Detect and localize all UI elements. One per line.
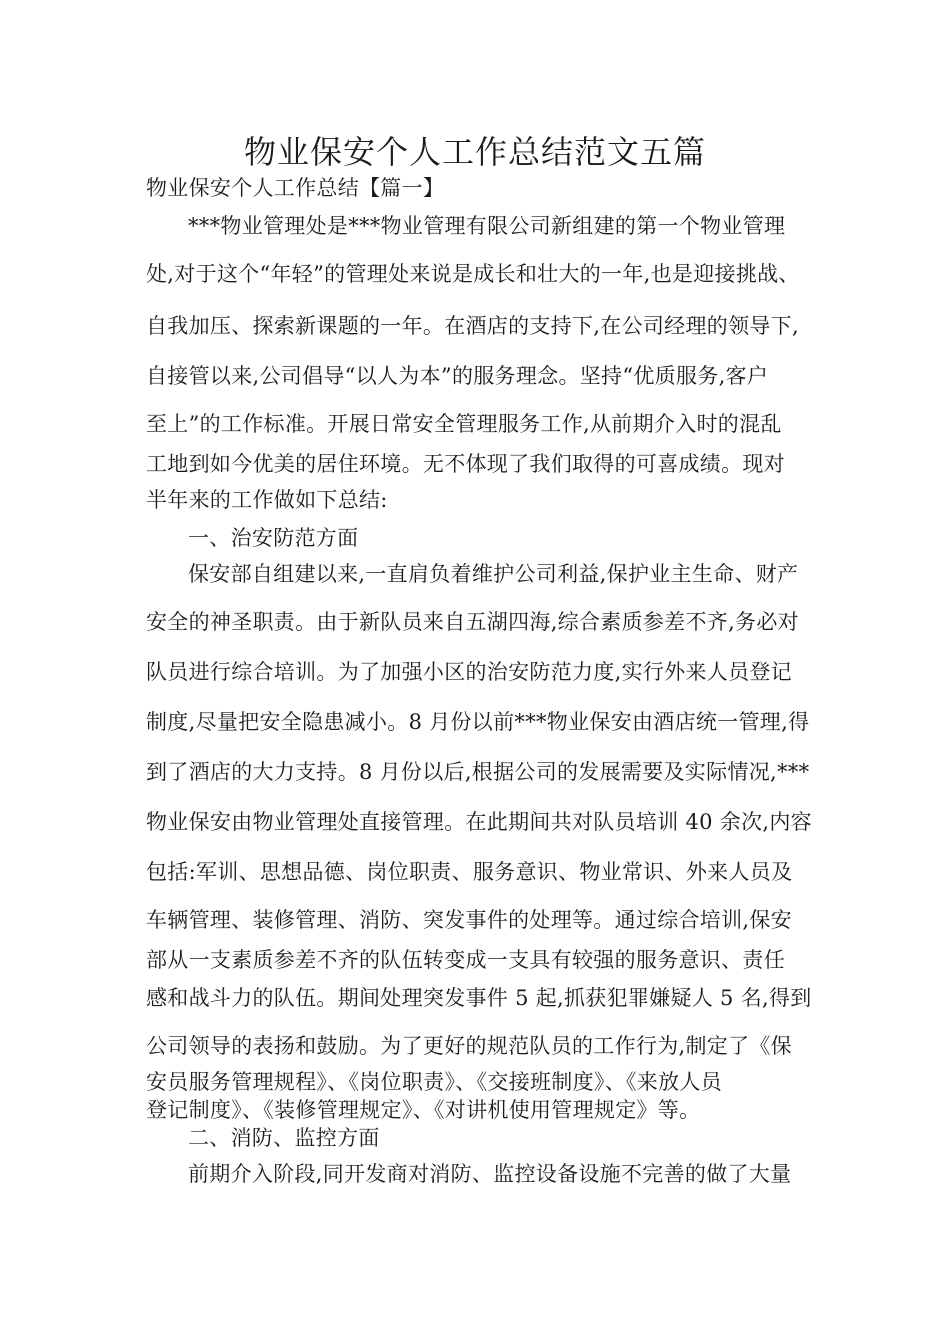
- paragraph-line: ***物业管理处是***物业管理有限公司新组建的第一个物业管理: [188, 214, 786, 238]
- paragraph-line: 自我加压、探索新课题的一年。在酒店的支持下,在公司经理的领导下,: [146, 314, 799, 338]
- paragraph-line: 包括:军训、思想品德、岗位职责、服务意识、物业常识、外来人员及: [146, 860, 793, 884]
- paragraph-line: 部从一支素质参差不齐的队伍转变成一支具有较强的服务意识、责任: [146, 948, 785, 972]
- paragraph-line: 自接管以来,公司倡导“以人为本”的服务理念。坚持“优质服务,客户: [146, 364, 769, 388]
- subsection-heading: 一、治安防范方面: [188, 526, 359, 550]
- paragraph-line: 到了酒店的大力支持。8 月份以后,根据公司的发展需要及实际情况,***: [146, 760, 810, 784]
- paragraph-line: 队员进行综合培训。为了加强小区的治安防范力度,实行外来人员登记: [146, 660, 792, 684]
- paragraph-line: 前期介入阶段,同开发商对消防、监控设备设施不完善的做了大量: [188, 1162, 792, 1186]
- paragraph-line: 安员服务管理规程》、《岗位职责》、《交接班制度》、《来放人员: [146, 1070, 722, 1094]
- paragraph-line: 处,对于这个“年轻”的管理处来说是成长和壮大的一年,也是迎接挑战、: [146, 262, 800, 286]
- paragraph-line: 至上”的工作标准。开展日常安全管理服务工作,从前期介入时的混乱: [146, 412, 782, 436]
- paragraph-line: 感和战斗力的队伍。期间处理突发事件 5 起,抓获犯罪嫌疑人 5 名,得到: [146, 986, 812, 1010]
- paragraph-line: 车辆管理、装修管理、消防、突发事件的处理等。通过综合培训,保安: [146, 908, 792, 932]
- paragraph-line: 登记制度》、《装修管理规定》、《对讲机使用管理规定》等。: [146, 1098, 701, 1122]
- subsection-heading: 二、消防、监控方面: [188, 1126, 380, 1150]
- document-title: 物业保安个人工作总结范文五篇: [243, 133, 706, 171]
- paragraph-line: 工地到如今优美的居住环境。无不体现了我们取得的可喜成绩。现对: [146, 452, 785, 476]
- section-heading: 物业保安个人工作总结【篇一】: [146, 176, 445, 200]
- paragraph-line: 安全的神圣职责。由于新队员来自五湖四海,综合素质参差不齐,务必对: [146, 610, 799, 634]
- paragraph-line: 公司领导的表扬和鼓励。为了更好的规范队员的工作行为,制定了《保: [146, 1034, 792, 1058]
- paragraph-line: 保安部自组建以来,一直肩负着维护公司利益,保护业主生命、财产: [188, 562, 799, 586]
- paragraph-line: 物业保安由物业管理处直接管理。在此期间共对队员培训 40 余次,内容: [146, 810, 812, 834]
- paragraph-line: 半年来的工作做如下总结:: [146, 488, 388, 512]
- paragraph-line: 制度,尽量把安全隐患减小。8 月份以前***物业保安由酒店统一管理,得: [146, 710, 810, 734]
